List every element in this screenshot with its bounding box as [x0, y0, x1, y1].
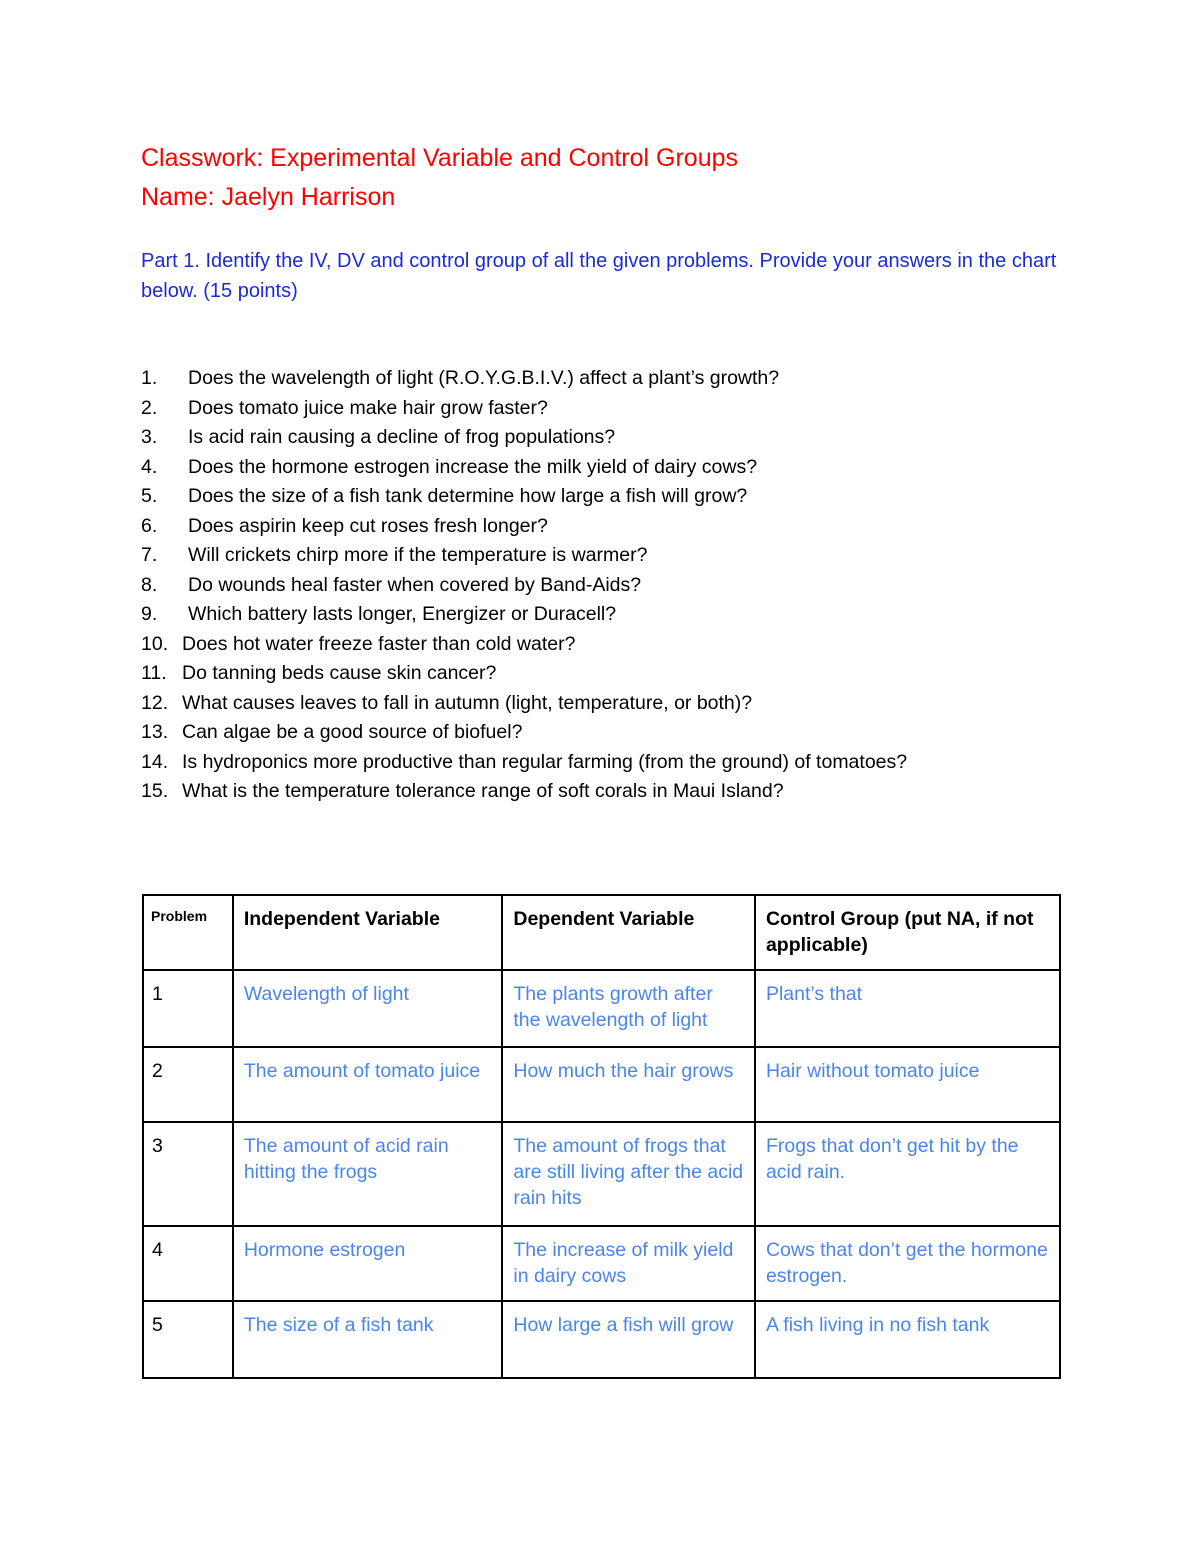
table-row [143, 1047, 1060, 1122]
part-1-instructions: Part 1. Identify the IV, DV and control group of all the given problems. Provide your answers in the chart below. (15 points) [141, 250, 1057, 302]
problem-text: Is hydroponics more productive than regular farming (from the ground) of tomatoes? [182, 750, 908, 773]
problem-list [141, 364, 1061, 807]
student-name: Name: Jaelyn Harrison [141, 183, 396, 211]
list-item [141, 482, 1061, 512]
dv-cell: The amount of frogs that are still living after the acid rain hits [502, 1122, 755, 1226]
iv-cell: Wavelength of light [233, 970, 503, 1047]
list-item [141, 777, 1061, 807]
problem-cell: 4 [143, 1226, 233, 1301]
control-cell: A fish living in no fish tank [755, 1301, 1060, 1378]
table-row [143, 1301, 1060, 1378]
problem-number: 1. [141, 367, 158, 389]
problem-number: 9. [141, 603, 158, 625]
header-dependent-variable: Dependent Variable [502, 895, 755, 970]
problem-number: 13. [141, 721, 169, 743]
problem-number: 11. [141, 662, 167, 684]
problem-cell: 5 [143, 1301, 233, 1378]
problem-text: Does the wavelength of light (R.O.Y.G.B.I.V.) affect a plant’s growth? [188, 367, 780, 389]
problem-cell: 2 [143, 1047, 233, 1122]
control-cell: Plant’s that [755, 970, 1060, 1047]
table-row [143, 1226, 1060, 1301]
problem-text: Does aspirin keep cut roses fresh longer? [188, 514, 548, 537]
problem-number: 12. [141, 691, 169, 714]
header-control-group: Control Group (put NA, if not applicable) [755, 895, 1060, 970]
iv-cell: The amount of tomato juice [233, 1047, 503, 1122]
list-item [141, 718, 1061, 748]
problem-number: 3. [141, 426, 158, 448]
problem-number: 6. [141, 514, 158, 537]
list-item [141, 689, 1061, 719]
dv-cell: How much the hair grows [502, 1047, 755, 1122]
list-item [141, 364, 1061, 394]
dv-cell: The increase of milk yield in dairy cows [502, 1226, 755, 1301]
list-item [141, 512, 1061, 542]
problem-number: 14. [141, 750, 169, 773]
list-item [141, 630, 1061, 660]
answer-table [142, 894, 1061, 1379]
problem-number: 15. [141, 780, 169, 802]
list-item [141, 659, 1061, 689]
table-header-row [143, 895, 1060, 970]
iv-cell: The amount of acid rain hitting the frogs [233, 1122, 503, 1226]
problem-cell: 3 [143, 1122, 233, 1226]
list-item [141, 423, 1061, 453]
control-cell: Cows that don’t get the hormone estrogen. [755, 1226, 1060, 1301]
list-item [141, 571, 1061, 601]
problem-text: Can algae be a good source of biofuel? [182, 721, 523, 743]
list-item [141, 394, 1061, 424]
problem-number: 4. [141, 455, 158, 478]
list-item [141, 600, 1061, 630]
problem-text: Which battery lasts longer, Energizer or Duracell? [188, 603, 617, 625]
problem-number: 5. [141, 485, 158, 507]
problem-text: Do tanning beds cause skin cancer? [182, 662, 497, 684]
control-cell: Frogs that don’t get hit by the acid rain. [755, 1122, 1060, 1226]
list-item [141, 541, 1061, 571]
iv-cell: The size of a fish tank [233, 1301, 503, 1378]
problem-number: 7. [141, 544, 158, 566]
header-independent-variable: Independent Variable [233, 895, 503, 970]
control-cell: Hair without tomato juice [755, 1047, 1060, 1122]
problem-number: 2. [141, 396, 158, 419]
problem-text: What causes leaves to fall in autumn (light, temperature, or both)? [182, 691, 753, 714]
problem-text: Does tomato juice make hair grow faster? [188, 396, 548, 419]
table-row [143, 1122, 1060, 1226]
problem-text: Does the hormone estrogen increase the milk yield of dairy cows? [188, 455, 758, 478]
problem-text: Will crickets chirp more if the temperature is warmer? [188, 544, 648, 566]
list-item [141, 453, 1061, 483]
problem-text: Does the size of a fish tank determine how large a fish will grow? [188, 485, 748, 507]
problem-text: Is acid rain causing a decline of frog populations? [188, 426, 616, 448]
problem-text: Does hot water freeze faster than cold water? [182, 632, 576, 655]
dv-cell: The plants growth after the wavelength of light [502, 970, 755, 1047]
iv-cell: Hormone estrogen [233, 1226, 503, 1301]
list-item [141, 748, 1061, 778]
problem-text: What is the temperature tolerance range of soft corals in Maui Island? [182, 780, 784, 802]
problem-number: 10. [141, 632, 169, 655]
problem-cell: 1 [143, 970, 233, 1047]
page-title: Classwork: Experimental Variable and Control Groups [141, 144, 739, 172]
header-problem: Problem [143, 895, 233, 970]
problem-text: Do wounds heal faster when covered by Band-Aids? [188, 573, 642, 596]
table-row [143, 970, 1060, 1047]
problem-number: 8. [141, 573, 158, 596]
dv-cell: How large a fish will grow [502, 1301, 755, 1378]
